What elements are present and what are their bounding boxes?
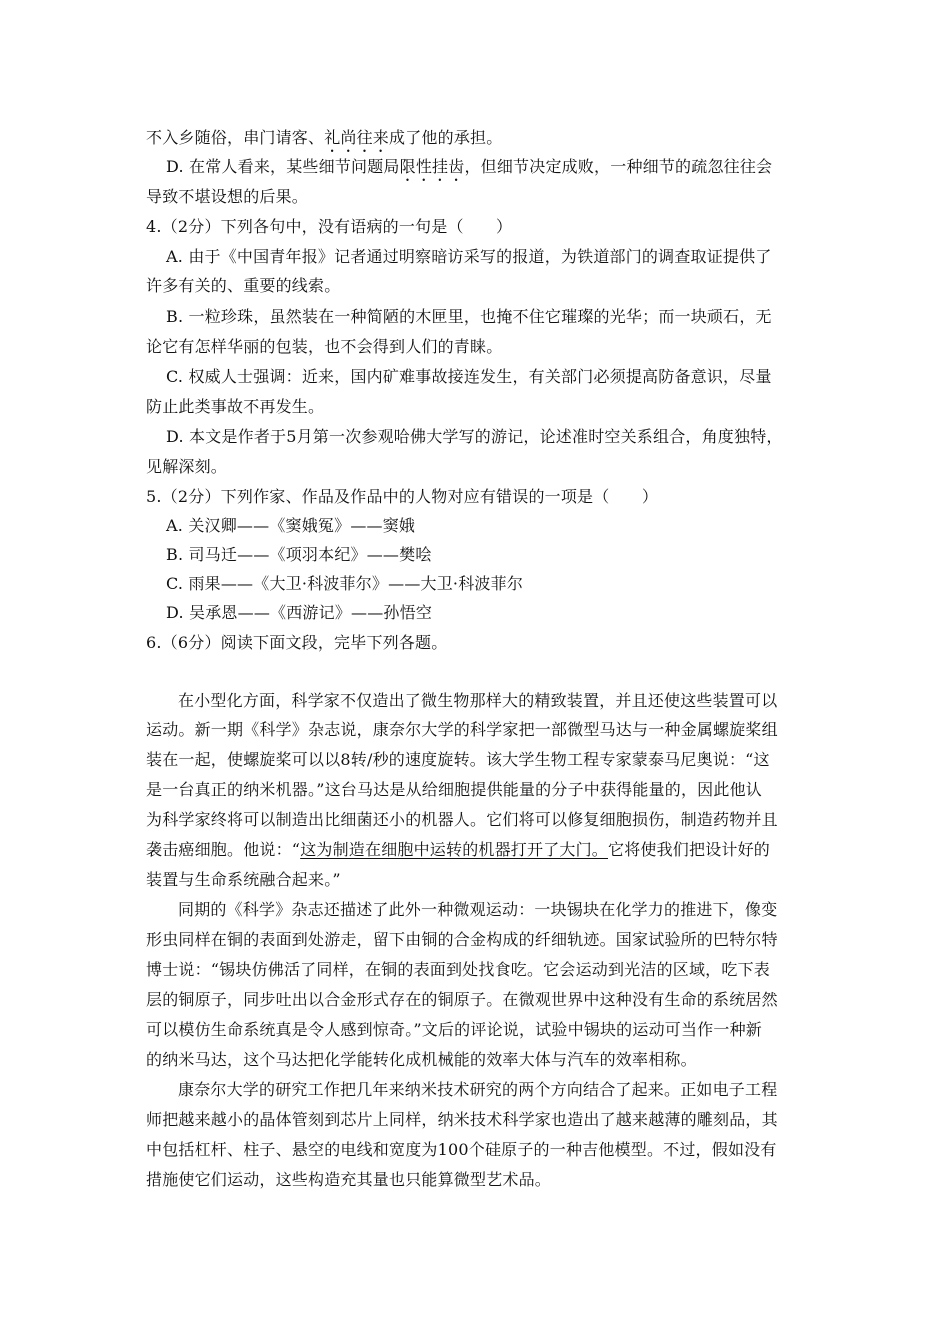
passage-p3-line1: 康奈尔大学的研究工作把几年来纳米技术研究的两个方向结合了起来。正如电子工程 [178, 1080, 778, 1099]
q4-option-d-continuation: 见解深刻。 [146, 457, 228, 476]
q5-option-c: C. 雨果——《大卫·科波菲尔》——大卫·科波菲尔 [166, 574, 524, 593]
q4-option-c: C. 权威人士强调：近来，国内矿难事故接连发生，有关部门必须提高防备意识，尽量 [166, 367, 772, 386]
passage-p1-line1: 在小型化方面，科学家不仅造出了微生物那样大的精致装置，并且还使这些装置可以 [178, 691, 778, 710]
q4-stem: 4.（2分）下列各句中，没有语病的一句是（ ） [146, 217, 513, 236]
passage-p2-line1: 同期的《科学》杂志还描述了此外一种微观运动：一块锡块在化学力的推进下，像变 [178, 900, 778, 919]
q3-option-c-continuation [146, 127, 502, 156]
q3-d-text: D. 在常人看来，某些细节问题局 [166, 157, 400, 176]
passage-p1-line3: 装在一起，使螺旋桨可以以8转/秒的速度旋转。该大学生物工程专家蒙泰马尼奥说：“这 [146, 750, 770, 769]
passage-p2-line4: 层的铜原子，同步吐出以合金形式存在的铜原子。在微观世界中这种没有生命的系统居然 [146, 990, 778, 1009]
passage-p1-line6 [146, 839, 770, 861]
passage-p3-line3: 中包括杠杆、柱子、悬空的电线和宽度为100个硅原子的一种吉他模型。不过，假如没有 [146, 1140, 777, 1159]
q3-d-text-end: ，但细节决定成败，一种细节的疏忽往往会 [464, 157, 773, 176]
q6-stem: 6.（6分）阅读下面文段，完毕下列各题。 [146, 633, 448, 652]
passage-p2-line2: 形虫同样在铜的表面到处游走，留下由铜的合金构成的纤细轨迹。国家试验所的巴特尔特 [146, 930, 778, 949]
q4-option-a-continuation: 许多有关的、重要的线索。 [146, 276, 341, 295]
q3-d-emphasized-phrase: 限性挂齿 [399, 157, 465, 176]
passage-p3-line2: 师把越来越小的晶体管刻到芯片上同样，纳米技术科学家也造出了越来越薄的雕刻品，其 [146, 1110, 778, 1129]
passage-p1-line2: 运动。新一期《科学》杂志说，康奈尔大学的科学家把一部微型马达与一种金属螺旋桨组 [146, 720, 778, 739]
q3-c-emphasized-phrase: 礼尚往来 [324, 128, 390, 147]
passage-p1-line6-end: 它将使我们把设计好的 [608, 840, 771, 859]
q4-option-a: A. 由于《中国青年报》记者通过明察暗访采写的报道，为铁道部门的调查取证提供了 [166, 247, 772, 266]
passage-p2-line6: 的纳米马达，这个马达把化学能转化成机械能的效率大体与汽车的效率相称。 [146, 1050, 697, 1069]
passage-p3-line4: 措施使它们运动，这些构造充其量也只能算微型艺术品。 [146, 1170, 552, 1189]
q5-option-a: A. 关汉卿——《窦娥冤》——窦娥 [166, 516, 416, 535]
passage-p2-line3: 博士说：“锡块仿佛活了同样，在铜的表面到处找食吃。它会运动到光洁的区域，吃下表 [146, 960, 770, 979]
passage-p1-line6-start: 袭击癌细胞。他说：“ [146, 840, 301, 859]
q3-c-text: 不入乡随俗，串门请客、 [146, 128, 325, 147]
passage-p1-line5: 为科学家终将可以制造出比细菌还小的机器人。它们将可以修复细胞损伤，制造药物并且 [146, 810, 778, 829]
passage-p2-line5: 可以模仿生命系统真是令人感到惊奇。”文后的评论说，试验中锡块的运动可当作一种新 [146, 1020, 762, 1039]
q4-option-c-continuation: 防止此类事故不再发生。 [146, 397, 325, 416]
q4-option-d: D. 本文是作者于5月第一次参观哈佛大学写的游记，论述准时空关系组合，角度独特， [166, 427, 783, 446]
q4-option-b: B. 一粒珍珠，虽然装在一种简陋的木匣里，也掩不住它璀璨的光华；而一块顽石，无 [166, 307, 772, 326]
passage-p1-line7: 装置与生命系统融合起来。” [146, 870, 341, 889]
q3-c-text-end: 成了他的承担。 [389, 128, 503, 147]
q5-option-d: D. 吴承恩——《西游记》——孙悟空 [166, 603, 433, 622]
passage-p1-line4: 是一台真正的纳米机器。”这台马达是从给细胞提供能量的分子中获得能量的，因此他认 [146, 780, 762, 799]
q4-option-b-continuation: 论它有怎样华丽的包装，也不会得到人们的青睐。 [146, 337, 503, 356]
q3-option-d [166, 156, 772, 185]
q5-option-b: B. 司马迁——《项羽本纪》——樊哙 [166, 545, 432, 564]
q5-stem: 5.（2分）下列作家、作品及作品中的人物对应有错误的一项是（ ） [146, 487, 659, 506]
underlined-sentence: 这为制造在细胞中运转的机器打开了大门。 [300, 840, 608, 859]
q3-option-d-continuation: 导致不堪设想的后果。 [146, 187, 309, 206]
